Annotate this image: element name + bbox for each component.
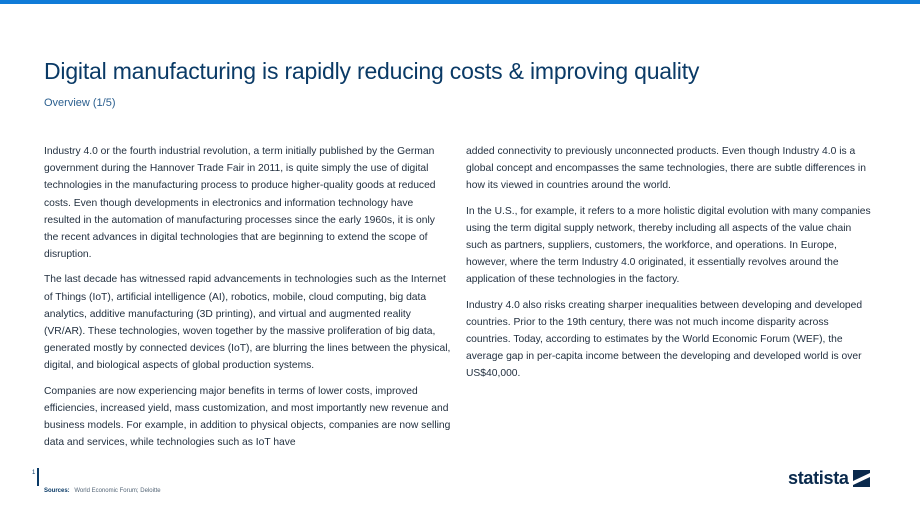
- sources: [44, 488, 161, 494]
- page-number: 1: [32, 470, 36, 476]
- paragraph: Industry 4.0 or the fourth industrial revolution, a term initially published by the German government during the Hannover Trade Fair in 2011, is quite simply the use of digital technologies in the manufacturing process to produce higher-quality goods at reduced costs. Even though developments in electronics and information technology have resulted in the automation of manufacturing processes since the early 1960s, it is only the recent advances in digital technologies that are beginning to extend the scope of disruption.: [44, 146, 436, 261]
- sources-text: World Economic Forum; Deloitte: [74, 488, 161, 494]
- top-accent-bar: [0, 0, 920, 4]
- paragraph: The last decade has witnessed rapid advancements in technologies such as the Internet of Things (IoT), artificial intelligence (AI), robotics, mobile, cloud computing, big data analytics, additive manufacturing (3D printing), and virtual and augmented reality (VR/AR). These technologies, woven together by the massive proliferation of big data, generated mostly by connected devices (IoT), are blurring the lines between the physical, digital, and biological aspects of global production systems.: [44, 274, 451, 372]
- page-title: Digital manufacturing is rapidly reducing costs & improving quality: [44, 58, 700, 84]
- statista-logo-icon: [853, 470, 870, 487]
- paragraph: In the U.S., for example, it refers to a more holistic digital evolution with many companies using the term digital supply network, thereby including all aspects of the value chain such as partners, suppliers, customers, the workforce, and operations. In Europe, however, where the term Industry 4.0 originated, it essentially revolves around the application of these technologies in the factory.: [466, 205, 871, 286]
- left-text-column: [44, 143, 452, 459]
- right-text-column: [466, 143, 874, 391]
- logo-wordmark: statista: [788, 468, 849, 488]
- page-marker-line: [37, 468, 39, 486]
- paragraph: Companies are now experiencing major benefits in terms of lower costs, improved efficiencies, increased yield, mass customization, and most importantly new revenue and business models. For example, in addition to physical objects, companies are now selling data and services, while technologies such as IoT have: [44, 385, 451, 449]
- sources-label: Sources:: [44, 488, 70, 494]
- page-marker: [32, 468, 39, 486]
- page-subtitle: Overview (1/5): [44, 97, 116, 109]
- paragraph: added connectivity to previously unconnected products. Even though Industry 4.0 is a global concept and encompasses the same technologies, there are subtle differences in how its viewed in countries around the world.: [466, 146, 866, 192]
- paragraph: Industry 4.0 also risks creating sharper inequalities between developing and developed countries. Prior to the 19th century, there was not much income disparity across countries. Today, according to estimates by the World Economic Forum (WEF), the average gap in per-capita income between the developing and developed world is over US$40,000.: [466, 299, 863, 380]
- statista-logo[interactable]: [788, 468, 870, 489]
